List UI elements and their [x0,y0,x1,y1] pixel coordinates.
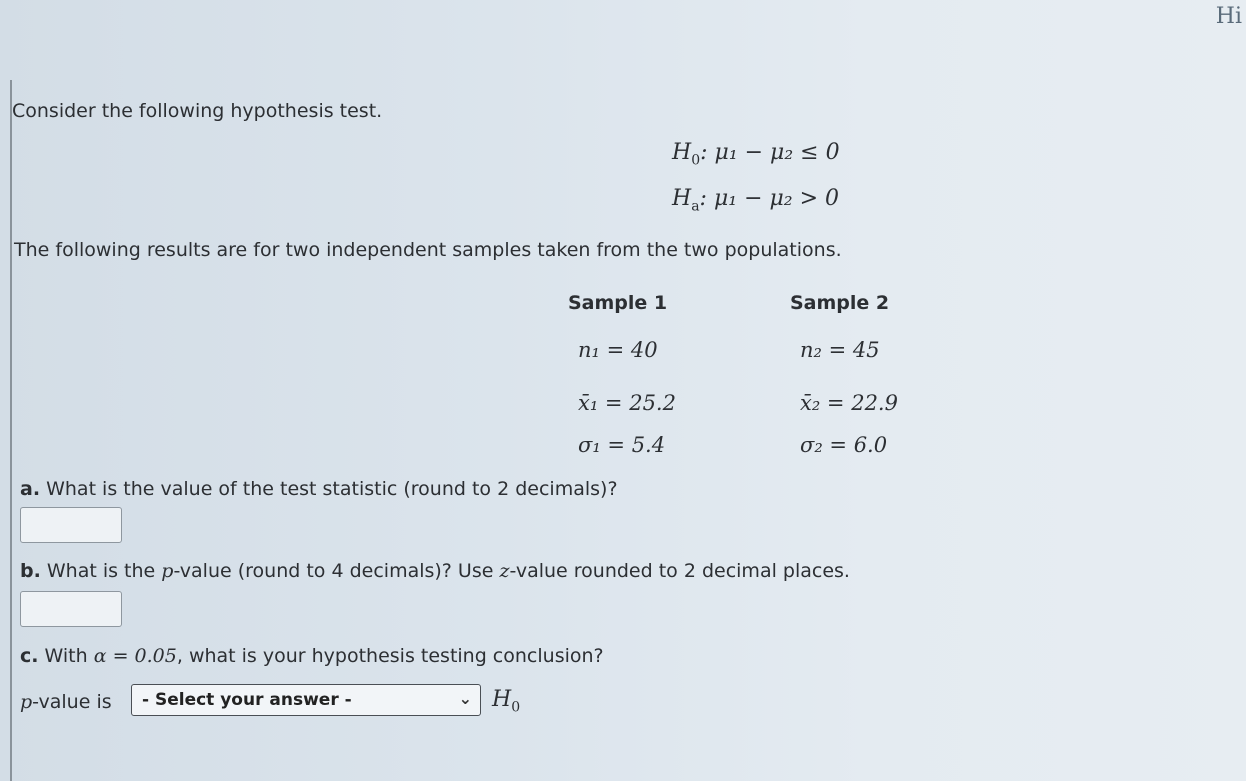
question-a-letter: a. [20,478,41,500]
h0-label: $H_0$ [492,687,521,716]
h0-expr: : μ₁ − μ₂ ≤ 0 [700,140,840,165]
null-hypothesis [672,140,840,168]
conclusion-label: p-value is [20,691,112,713]
sample2-header: Sample 2 [790,292,890,314]
question-b-letter: b. [20,560,41,582]
n2-value: n₂ = 45 [800,338,880,362]
alternative-hypothesis [672,186,839,214]
question-a-text: What is the value of the test statistic (round to 2 decimals)? [46,478,618,500]
ha-symbol: H [672,186,692,211]
x2-value: x̄₂ = 22.9 [800,391,898,415]
h0-sub: 0 [691,152,701,169]
test-statistic-input[interactable] [20,507,122,543]
conclusion-select[interactable] [131,684,481,716]
select-value: - Select your answer - [142,690,352,710]
left-border [10,80,12,781]
x1-value: x̄₁ = 25.2 [578,391,676,415]
sigma1-value: σ₁ = 5.4 [578,433,666,457]
n1-value: n₁ = 40 [578,338,658,362]
question-b: b. What is the p-value (round to 4 decimals)? Use z-value rounded to 2 decimal places. [20,560,850,582]
question-a [20,478,618,500]
h0-symbol: H [672,140,692,165]
intro-text: Consider the following hypothesis test. [12,100,383,122]
p-value-input[interactable] [20,591,122,627]
question-c: c. With α = 0.05, what is your hypothesis testing conclusion? [20,645,604,667]
question-c-letter: c. [20,645,39,667]
sample1-header: Sample 1 [568,292,668,314]
ha-sub: a [691,198,700,215]
results-text: The following results are for two independent samples taken from the two populations. [14,239,842,261]
chevron-down-icon: ⌄ [458,689,472,708]
corner-text: Hi [1215,4,1242,29]
ha-expr: : μ₁ − μ₂ > 0 [699,186,840,211]
sigma2-value: σ₂ = 6.0 [800,433,888,457]
